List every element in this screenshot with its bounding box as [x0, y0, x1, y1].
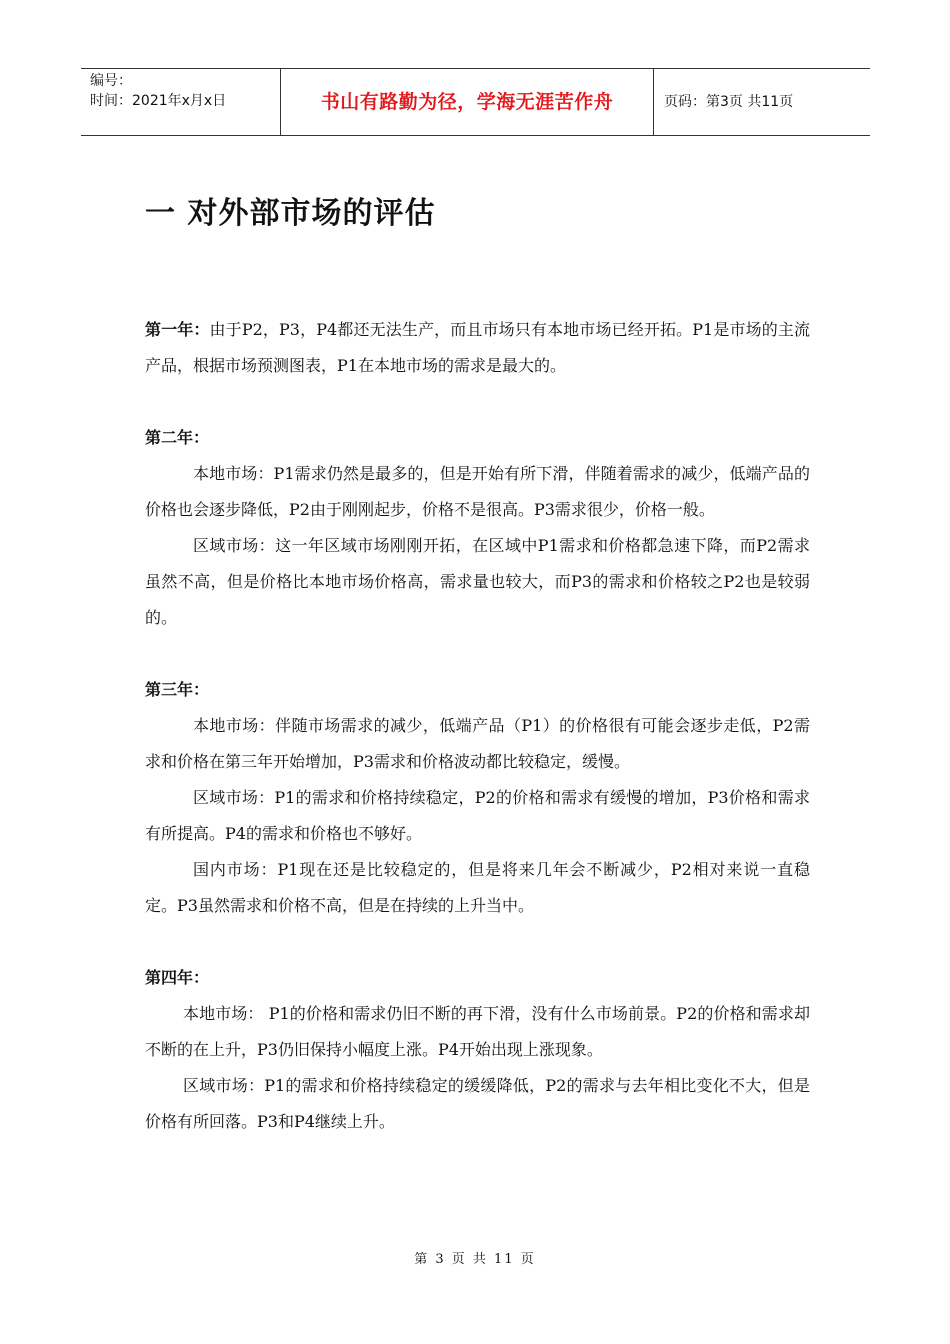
page-info: 页码：第3页 共11页	[664, 94, 794, 110]
year4-local-paragraph: 本地市场： P1的价格和需求仍旧不断的再下滑，没有什么市场前景。P2的价格和需求却不断的在上升，P3仍旧保持小幅度上涨。P4开始出现上涨现象。	[145, 1004, 810, 1059]
year2-regional-paragraph: 区域市场：这一年区域市场刚刚开拓，在区域中P1需求和价格都急速下降，而P2需求虽然不高，但是价格比本地市场价格高，需求量也较大，而P3的需求和价格较之P2也是较弱的。	[145, 536, 810, 627]
year3-heading	[145, 672, 810, 708]
year1-paragraph	[145, 312, 810, 384]
document-body	[145, 312, 810, 1140]
page-title: 一 对外部市场的评估	[145, 196, 436, 231]
year2-heading	[145, 420, 810, 456]
year1-label: 第一年：	[145, 320, 210, 339]
date-label: 时间：2021年x月x日	[90, 93, 227, 109]
header-motto-cell	[281, 69, 654, 135]
year3-label: 第三年：	[145, 680, 210, 699]
motto: 书山有路勤为径，学海无涯苦作舟	[320, 91, 614, 113]
header-page-cell	[654, 69, 870, 135]
year1-text: 由于P2，P3，P4都还无法生产，而且市场只有本地市场已经开拓。P1是市场的主流产品，根据市场预测图表，P1在本地市场的需求是最大的。	[145, 320, 810, 375]
year3-domestic-paragraph: 国内市场：P1现在还是比较稳定的，但是将来几年会不断减少，P2相对来说一直稳定。P3虽然需求和价格不高，但是在持续的上升当中。	[145, 860, 810, 915]
document-header	[81, 68, 870, 136]
page-footer: 第 3 页 共 11 页	[414, 1252, 536, 1267]
number-label: 编号：	[90, 73, 132, 89]
header-meta-cell	[81, 69, 281, 135]
year4-label: 第四年：	[145, 968, 210, 987]
year2-label: 第二年：	[145, 428, 210, 447]
year2-local-paragraph: 本地市场：P1需求仍然是最多的，但是开始有所下滑，伴随着需求的减少，低端产品的价格也会逐步降低，P2由于刚刚起步，价格不是很高。P3需求很少，价格一般。	[145, 464, 810, 519]
year4-regional-paragraph: 区域市场：P1的需求和价格持续稳定的缓缓降低，P2的需求与去年相比变化不大，但是价格有所回落。P3和P4继续上升。	[145, 1076, 810, 1131]
year4-heading	[145, 960, 810, 996]
year3-local-paragraph: 本地市场：伴随市场需求的减少，低端产品（P1）的价格很有可能会逐步走低，P2需求和价格在第三年开始增加，P3需求和价格波动都比较稳定，缓慢。	[145, 716, 810, 771]
year3-regional-paragraph: 区域市场：P1的需求和价格持续稳定，P2的价格和需求有缓慢的增加，P3价格和需求有所提高。P4的需求和价格也不够好。	[145, 788, 810, 843]
